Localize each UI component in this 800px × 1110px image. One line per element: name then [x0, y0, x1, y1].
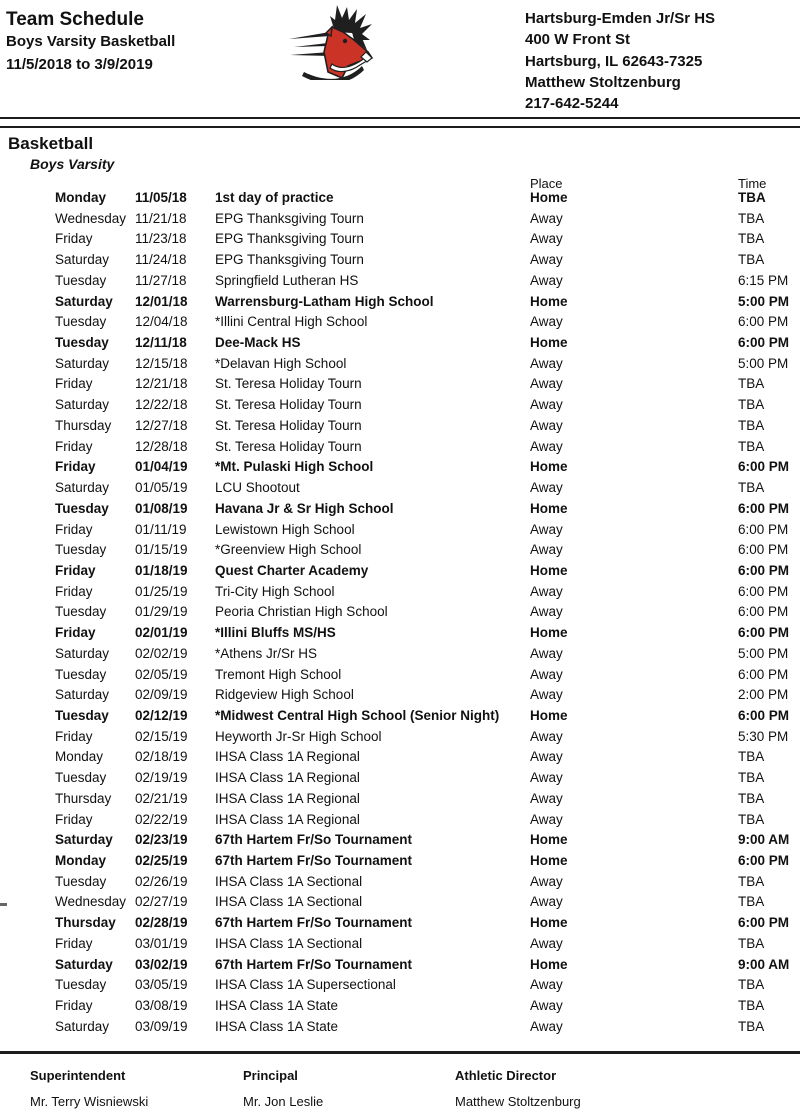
- cell-time: 6:15 PM: [738, 272, 789, 288]
- team-heading: Boys Varsity: [30, 156, 115, 172]
- cell-event: IHSA Class 1A Regional: [215, 749, 360, 765]
- cell-event: *Illini Central High School: [215, 314, 368, 330]
- cell-event: 1st day of practice: [215, 190, 334, 205]
- cell-day: Thursday: [55, 417, 112, 433]
- cell-event: EPG Thanksgiving Tourn: [215, 210, 364, 226]
- cell-time: TBA: [738, 894, 765, 910]
- cell-event: IHSA Class 1A Sectional: [215, 894, 363, 910]
- cell-time: 6:00 PM: [738, 604, 789, 620]
- schedule-row: [0, 913, 800, 934]
- cell-event: *Greenview High School: [215, 542, 362, 558]
- cell-time: 5:00 PM: [738, 293, 790, 309]
- cell-place: Away: [530, 645, 563, 661]
- cell-date: 02/28/19: [135, 915, 188, 931]
- cell-time: TBA: [738, 231, 765, 247]
- cell-event: IHSA Class 1A Sectional: [215, 935, 363, 951]
- cell-event: Springfield Lutheran HS: [215, 272, 359, 288]
- cell-date: 11/23/18: [135, 231, 187, 247]
- cell-event: IHSA Class 1A Sectional: [215, 873, 363, 889]
- school-address-line1: 400 W Front St: [525, 31, 631, 49]
- cell-day: Saturday: [55, 1018, 110, 1034]
- cell-day: Friday: [55, 376, 93, 392]
- cell-event: St. Teresa Holiday Tourn: [215, 417, 362, 433]
- cell-place: Home: [530, 500, 568, 516]
- cell-date: 02/01/19: [135, 625, 188, 641]
- footer-superintendent: [30, 1068, 148, 1109]
- cell-place: Away: [530, 770, 563, 786]
- cell-date: 03/02/19: [135, 956, 188, 972]
- cell-day: Tuesday: [55, 500, 109, 516]
- cell-place: Away: [530, 480, 563, 496]
- cell-day: Tuesday: [55, 770, 107, 786]
- cell-date: 03/08/19: [135, 998, 188, 1014]
- cell-time: 5:00 PM: [738, 355, 789, 371]
- cell-place: Away: [530, 873, 563, 889]
- cell-day: Tuesday: [55, 707, 109, 723]
- schedule-row: [0, 685, 800, 706]
- cell-event: IHSA Class 1A Regional: [215, 790, 360, 806]
- cell-time: 9:00 AM: [738, 956, 790, 972]
- cell-day: Thursday: [55, 790, 112, 806]
- cell-time: TBA: [738, 977, 765, 993]
- cell-event: Ridgeview High School: [215, 687, 354, 703]
- schedule-row: [0, 810, 800, 831]
- cell-day: Friday: [55, 438, 93, 454]
- schedule-row: [0, 250, 800, 271]
- cell-day: Tuesday: [55, 272, 107, 288]
- footer-divider: [0, 1051, 800, 1054]
- schedule-row: [0, 665, 800, 686]
- cell-date: 02/27/19: [135, 894, 188, 910]
- cell-place: Away: [530, 272, 563, 288]
- cell-event: 67th Hartem Fr/So Tournament: [215, 956, 413, 972]
- cell-place: Away: [530, 376, 563, 392]
- cell-time: 6:00 PM: [738, 583, 789, 599]
- cell-event: St. Teresa Holiday Tourn: [215, 438, 362, 454]
- cell-time: TBA: [738, 190, 766, 205]
- cell-date: 11/05/18: [135, 190, 187, 205]
- cell-event: EPG Thanksgiving Tourn: [215, 231, 364, 247]
- cell-place: Away: [530, 687, 563, 703]
- cell-time: 5:30 PM: [738, 728, 789, 744]
- cell-place: Away: [530, 749, 563, 765]
- cell-event: *Delavan High School: [215, 355, 347, 371]
- schedule-row: [0, 312, 800, 333]
- cell-event: Heyworth Jr-Sr High School: [215, 728, 382, 744]
- cell-event: Lewistown High School: [215, 521, 355, 537]
- cell-day: Tuesday: [55, 666, 107, 682]
- cell-day: Friday: [55, 231, 93, 247]
- cell-event: *Midwest Central High School (Senior Night): [215, 707, 500, 723]
- cell-place: Home: [530, 832, 568, 848]
- cell-time: TBA: [738, 770, 765, 786]
- cell-day: Saturday: [55, 252, 110, 268]
- footer-role-title: Superintendent: [30, 1068, 126, 1083]
- cell-time: TBA: [738, 998, 765, 1014]
- cell-time: TBA: [738, 873, 765, 889]
- cell-time: 6:00 PM: [738, 521, 789, 537]
- cell-day: Friday: [55, 625, 96, 641]
- cell-event: 67th Hartem Fr/So Tournament: [215, 832, 413, 848]
- cell-day: Friday: [55, 521, 93, 537]
- cell-time: 6:00 PM: [738, 915, 790, 931]
- cell-place: Home: [530, 707, 568, 723]
- schedule-row: [0, 644, 800, 665]
- cell-date: 01/18/19: [135, 562, 188, 578]
- cell-day: Saturday: [55, 355, 110, 371]
- schedule-row: [0, 996, 800, 1017]
- footer-role-name: Matthew Stoltzenburg: [455, 1094, 581, 1109]
- cell-day: Friday: [55, 811, 93, 827]
- cell-date: 11/24/18: [135, 252, 187, 268]
- schedule-row: [0, 934, 800, 955]
- cell-time: 5:00 PM: [738, 645, 789, 661]
- cell-day: Saturday: [55, 645, 110, 661]
- date-range: 11/5/2018 to 3/9/2019: [6, 56, 153, 73]
- cell-date: 02/23/19: [135, 832, 188, 848]
- cell-day: Wednesday: [55, 894, 127, 910]
- cell-time: TBA: [738, 376, 765, 392]
- schedule-row: [0, 188, 800, 209]
- cell-date: 02/02/19: [135, 645, 188, 661]
- cell-day: Saturday: [55, 293, 113, 309]
- cell-time: TBA: [738, 1018, 765, 1034]
- cell-place: Away: [530, 935, 563, 951]
- schedule-row: [0, 209, 800, 230]
- schedule-row: [0, 416, 800, 437]
- cell-date: 01/29/19: [135, 604, 188, 620]
- cell-date: 03/01/19: [135, 935, 188, 951]
- school-name: Hartsburg-Emden Jr/Sr HS: [525, 10, 716, 27]
- cell-date: 12/15/18: [135, 355, 188, 371]
- cell-place: Home: [530, 459, 568, 475]
- schedule-row: [0, 975, 800, 996]
- cell-event: Tri-City High School: [215, 583, 335, 599]
- cell-date: 12/22/18: [135, 397, 188, 413]
- cell-date: 02/18/19: [135, 749, 188, 765]
- column-header-time: Time: [738, 176, 767, 191]
- cell-place: Away: [530, 1018, 563, 1034]
- cell-time: TBA: [738, 790, 765, 806]
- cell-place: Away: [530, 977, 563, 993]
- cell-place: Away: [530, 252, 563, 268]
- schedule-row: [0, 872, 800, 893]
- cell-place: Away: [530, 728, 563, 744]
- cell-event: *Athens Jr/Sr HS: [215, 645, 318, 661]
- cell-place: Away: [530, 583, 563, 599]
- cell-day: Tuesday: [55, 314, 107, 330]
- schedule-row: [0, 830, 800, 851]
- schedule-rows: [0, 188, 800, 1037]
- cell-place: Away: [530, 417, 563, 433]
- cell-time: 6:00 PM: [738, 542, 789, 558]
- cell-day: Monday: [55, 853, 107, 868]
- cell-date: 03/09/19: [135, 1018, 188, 1034]
- cell-time: 6:00 PM: [738, 500, 790, 516]
- cell-place: Home: [530, 190, 568, 205]
- stag-mascot-icon: [288, 2, 388, 80]
- cell-day: Saturday: [55, 832, 113, 848]
- school-phone: 217-642-5244: [525, 95, 619, 113]
- school-address-line2: Hartsburg, IL 62643-7325: [525, 52, 703, 70]
- cell-day: Monday: [55, 190, 107, 205]
- schedule-row: [0, 374, 800, 395]
- cell-place: Away: [530, 231, 563, 247]
- cell-event: Havana Jr & Sr High School: [215, 500, 394, 516]
- cell-event: Warrensburg-Latham High School: [215, 293, 434, 309]
- schedule-row: [0, 892, 800, 913]
- cell-time: TBA: [738, 749, 765, 765]
- cell-day: Saturday: [55, 397, 110, 413]
- cell-date: 01/15/19: [135, 542, 188, 558]
- cell-place: Home: [530, 335, 568, 351]
- cell-time: TBA: [738, 438, 765, 454]
- team-subtitle: Boys Varsity Basketball: [6, 33, 176, 50]
- cell-day: Friday: [55, 728, 93, 744]
- cell-day: Tuesday: [55, 604, 107, 620]
- cell-event: EPG Thanksgiving Tourn: [215, 252, 364, 268]
- schedule-row: [0, 851, 800, 872]
- column-header-place: Place: [530, 176, 563, 191]
- cell-place: Away: [530, 210, 563, 226]
- cell-place: Home: [530, 293, 568, 309]
- cell-date: 02/15/19: [135, 728, 188, 744]
- cell-event: IHSA Class 1A Regional: [215, 770, 360, 786]
- schedule-row: [0, 623, 800, 644]
- cell-event: *Mt. Pulaski High School: [215, 459, 374, 475]
- cell-day: Tuesday: [55, 873, 107, 889]
- cell-event: Quest Charter Academy: [215, 562, 369, 578]
- cell-place: Away: [530, 438, 563, 454]
- cell-event: Tremont High School: [215, 666, 342, 682]
- cell-event: 67th Hartem Fr/So Tournament: [215, 915, 413, 931]
- cell-day: Tuesday: [55, 542, 107, 558]
- cell-day: Tuesday: [55, 977, 107, 993]
- cell-day: Monday: [55, 749, 104, 765]
- cell-date: 02/21/19: [135, 790, 188, 806]
- cell-event: St. Teresa Holiday Tourn: [215, 376, 362, 392]
- schedule-row: [0, 789, 800, 810]
- cell-time: TBA: [738, 210, 765, 226]
- cell-time: 2:00 PM: [738, 687, 789, 703]
- cell-date: 11/21/18: [135, 210, 187, 226]
- schedule-row: [0, 271, 800, 292]
- schedule-row: [0, 727, 800, 748]
- cell-day: Friday: [55, 459, 96, 475]
- schedule-row: [0, 395, 800, 416]
- cell-place: Away: [530, 894, 563, 910]
- schedule-row: [0, 229, 800, 250]
- cell-day: Friday: [55, 583, 93, 599]
- schedule-row: [0, 354, 800, 375]
- cell-date: 01/25/19: [135, 583, 188, 599]
- cell-place: Away: [530, 314, 563, 330]
- sport-heading: Basketball: [8, 134, 94, 153]
- schedule-row: [0, 602, 800, 623]
- cell-event: IHSA Class 1A State: [215, 1018, 339, 1034]
- scan-artifact-mark: [0, 903, 7, 906]
- cell-event: IHSA Class 1A State: [215, 998, 339, 1014]
- cell-day: Friday: [55, 562, 96, 578]
- cell-place: Away: [530, 397, 563, 413]
- cell-date: 12/04/18: [135, 314, 188, 330]
- schedule-row: [0, 706, 800, 727]
- cell-day: Tuesday: [55, 335, 109, 351]
- cell-date: 02/25/19: [135, 853, 188, 868]
- cell-event: Peoria Christian High School: [215, 604, 388, 620]
- cell-time: 6:00 PM: [738, 459, 790, 475]
- cell-event: 67th Hartem Fr/So Tournament: [215, 853, 413, 868]
- footer-role-name: Mr. Jon Leslie: [243, 1094, 324, 1109]
- cell-time: 6:00 PM: [738, 562, 790, 578]
- cell-time: 6:00 PM: [738, 625, 790, 641]
- cell-event: IHSA Class 1A Regional: [215, 811, 360, 827]
- cell-day: Friday: [55, 998, 93, 1014]
- cell-time: TBA: [738, 252, 765, 268]
- header-divider: [0, 117, 800, 128]
- schedule-row: [0, 768, 800, 789]
- schedule-row: [0, 540, 800, 561]
- footer-role-title: Principal: [243, 1068, 298, 1083]
- cell-date: 12/11/18: [135, 335, 187, 351]
- cell-date: 02/12/19: [135, 707, 188, 723]
- cell-date: 12/27/18: [135, 417, 188, 433]
- cell-date: 02/22/19: [135, 811, 188, 827]
- cell-day: Wednesday: [55, 210, 127, 226]
- cell-day: Friday: [55, 935, 93, 951]
- cell-place: Away: [530, 604, 563, 620]
- cell-day: Thursday: [55, 915, 116, 931]
- schedule-row: [0, 955, 800, 976]
- footer-principal: [243, 1068, 323, 1109]
- cell-date: 03/05/19: [135, 977, 188, 993]
- cell-place: Away: [530, 666, 563, 682]
- schedule-row: [0, 437, 800, 458]
- footer-athletic-director: [455, 1068, 581, 1109]
- footer-role-title: Athletic Director: [455, 1068, 557, 1083]
- cell-time: TBA: [738, 811, 765, 827]
- cell-time: 6:00 PM: [738, 666, 789, 682]
- cell-date: 11/27/18: [135, 272, 187, 288]
- cell-place: Home: [530, 853, 568, 868]
- cell-time: 6:00 PM: [738, 335, 790, 351]
- cell-time: 6:00 PM: [738, 707, 790, 723]
- cell-date: 02/19/19: [135, 770, 188, 786]
- cell-date: 02/26/19: [135, 873, 188, 889]
- cell-place: Home: [530, 625, 568, 641]
- cell-time: TBA: [738, 935, 765, 951]
- cell-place: Away: [530, 542, 563, 558]
- cell-place: Home: [530, 956, 568, 972]
- cell-event: St. Teresa Holiday Tourn: [215, 397, 362, 413]
- cell-event: Dee-Mack HS: [215, 335, 301, 351]
- cell-time: 9:00 AM: [738, 832, 790, 848]
- cell-date: 12/21/18: [135, 376, 188, 392]
- cell-event: *Illini Bluffs MS/HS: [215, 625, 336, 641]
- cell-time: TBA: [738, 480, 765, 496]
- cell-date: 01/08/19: [135, 500, 188, 516]
- schedule-row: [0, 561, 800, 582]
- school-contact-name: Matthew Stoltzenburg: [525, 73, 681, 91]
- cell-date: 01/11/19: [135, 521, 187, 537]
- cell-place: Home: [530, 562, 568, 578]
- cell-place: Away: [530, 355, 563, 371]
- schedule-row: [0, 478, 800, 499]
- schedule-row: [0, 747, 800, 768]
- cell-place: Away: [530, 998, 563, 1014]
- schedule-row: [0, 582, 800, 603]
- schedule-row: [0, 457, 800, 478]
- cell-place: Away: [530, 790, 563, 806]
- cell-time: TBA: [738, 417, 765, 433]
- cell-place: Away: [530, 811, 563, 827]
- cell-day: Saturday: [55, 956, 113, 972]
- cell-date: 01/05/19: [135, 480, 188, 496]
- cell-place: Home: [530, 915, 568, 931]
- cell-day: Saturday: [55, 687, 110, 703]
- cell-place: Away: [530, 521, 563, 537]
- cell-date: 02/05/19: [135, 666, 188, 682]
- schedule-row: [0, 333, 800, 354]
- cell-date: 12/28/18: [135, 438, 188, 454]
- schedule-row: [0, 520, 800, 541]
- schedule-row: [0, 292, 800, 313]
- header-left-block: [6, 8, 175, 75]
- cell-event: LCU Shootout: [215, 480, 300, 496]
- cell-date: 01/04/19: [135, 459, 188, 475]
- schedule-row: [0, 499, 800, 520]
- school-info-block: [525, 8, 715, 114]
- cell-event: IHSA Class 1A Supersectional: [215, 977, 396, 993]
- cell-time: 6:00 PM: [738, 853, 790, 868]
- cell-time: 6:00 PM: [738, 314, 789, 330]
- cell-date: 12/01/18: [135, 293, 188, 309]
- schedule-row: [0, 1017, 800, 1038]
- cell-time: TBA: [738, 397, 765, 413]
- footer-role-name: Mr. Terry Wisniewski: [30, 1094, 149, 1109]
- cell-day: Saturday: [55, 480, 110, 496]
- cell-date: 02/09/19: [135, 687, 188, 703]
- page-title: Team Schedule: [6, 9, 144, 30]
